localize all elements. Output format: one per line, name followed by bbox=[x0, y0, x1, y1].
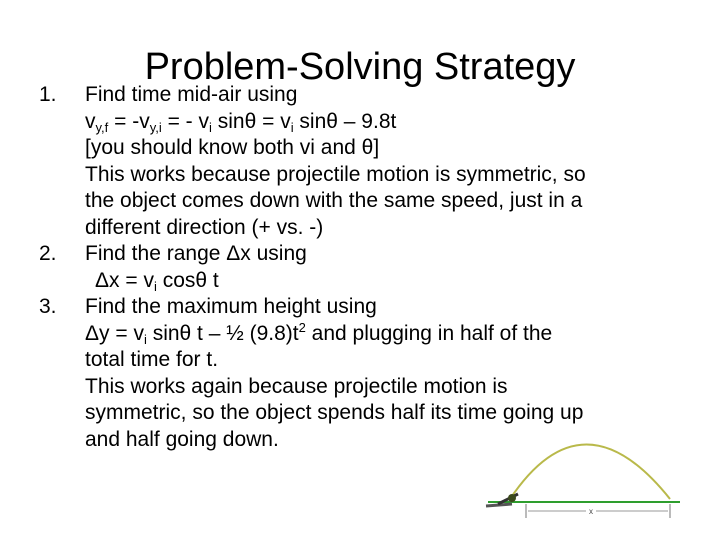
projectile-ball bbox=[508, 494, 516, 502]
eq-subscript: y,f bbox=[95, 119, 109, 135]
projectile-trajectory-diagram bbox=[478, 442, 688, 528]
eq-part: sinθ = v bbox=[211, 109, 291, 133]
step-2 bbox=[39, 241, 689, 294]
step-3-line: total time for t. bbox=[85, 348, 219, 371]
eq-part: and plugging in half of the bbox=[305, 321, 553, 345]
eq-part: Δy = v bbox=[85, 321, 144, 345]
trajectory-arc bbox=[510, 445, 670, 500]
step-3-equation bbox=[85, 321, 689, 348]
step-3-line: This works again because projectile motion is bbox=[85, 374, 508, 398]
step-2-number: 2. bbox=[39, 242, 57, 265]
eq-part: cosθ t bbox=[156, 268, 219, 292]
eq-subscript: i bbox=[290, 119, 294, 135]
step-1-equation bbox=[85, 109, 689, 136]
step-2-equation bbox=[85, 268, 689, 295]
slide-title: Problem-Solving Strategy bbox=[144, 46, 576, 88]
eq-part: sinθ t – ½ (9.8)t bbox=[146, 321, 299, 345]
step-2-heading: Find the range Δx using bbox=[85, 242, 307, 265]
eq-subscript: i bbox=[209, 119, 212, 135]
step-1-heading: Find time mid-air using bbox=[85, 83, 298, 106]
eq-part: sinθ – 9.8t bbox=[293, 109, 397, 133]
eq-subscript: i bbox=[153, 278, 157, 294]
eq-part: = - v bbox=[161, 109, 210, 133]
step-1-explain-line: the object comes down with the same speed, just in a bbox=[85, 189, 583, 212]
step-1 bbox=[39, 82, 689, 241]
eq-part: Δx = v bbox=[95, 268, 154, 292]
step-3-number: 3. bbox=[39, 295, 57, 318]
step-1-explain-line: This works because projectile motion is symmetric, so bbox=[85, 162, 586, 186]
eq-subscript: y,i bbox=[149, 119, 162, 135]
eq-subscript: i bbox=[143, 331, 147, 347]
steps-list bbox=[39, 82, 689, 453]
step-1-note: [you should know both vi and θ] bbox=[85, 136, 380, 159]
step-3-line: and half going down. bbox=[85, 427, 279, 451]
eq-part: = -v bbox=[108, 109, 150, 133]
step-1-explain-line: different direction (+ vs. -) bbox=[85, 215, 324, 239]
step-1-number: 1. bbox=[39, 83, 57, 106]
step-3 bbox=[39, 294, 689, 453]
step-3-line: symmetric, so the object spends half its time going up bbox=[85, 401, 584, 424]
range-label: x bbox=[589, 507, 593, 516]
step-3-heading: Find the maximum height using bbox=[85, 295, 377, 318]
eq-superscript: 2 bbox=[298, 319, 306, 335]
eq-part: v bbox=[85, 109, 96, 133]
